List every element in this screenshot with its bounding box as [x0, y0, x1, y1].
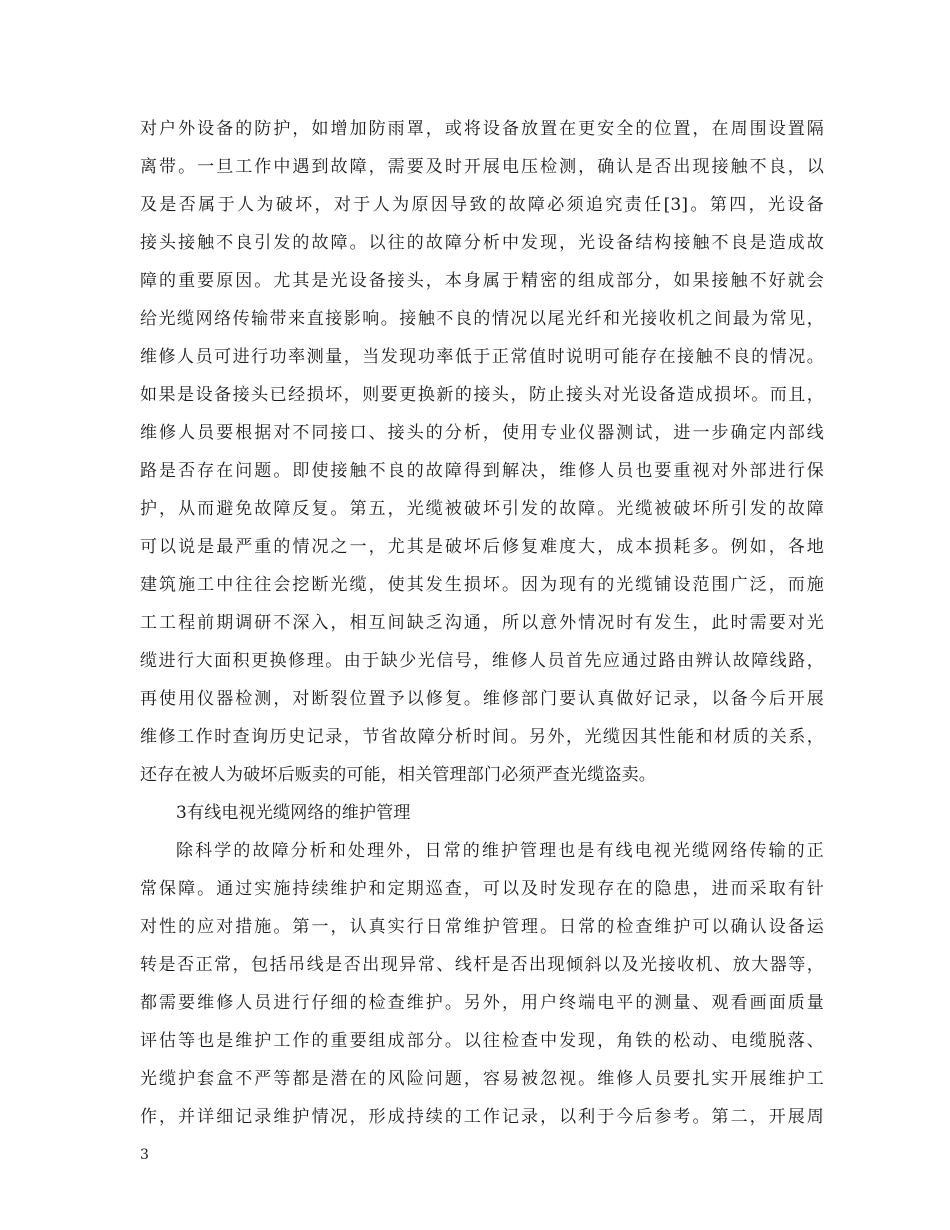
text-line: 缆进行大面积更换修理。由于缺少光信号，维修人员首先应通过路由辨认故障线路， — [140, 651, 824, 671]
text-line: 转是否正常，包括吊线是否出现异常、线杆是否出现倾斜以及光接收机、放大器等， — [140, 955, 824, 975]
text-line: 维修工作时查询历史记录，节省故障分析时间。另外，光缆因其性能和材质的关系， — [140, 727, 824, 747]
text-line: 再使用仪器检测，对断裂位置予以修复。维修部门要认真做好记录，以备今后开展 — [140, 689, 824, 709]
page-number: 3 — [140, 1147, 149, 1163]
text-line: 接头接触不良引发的故障。以往的故障分析中发现，光设备结构接触不良是造成故 — [140, 233, 824, 253]
text-line: 对性的应对措施。第一，认真实行日常维护管理。日常的检查维护可以确认设备运 — [140, 917, 824, 937]
text-line: 及是否属于人为破坏，对于人为原因导致的故障必须追究责任[3]。第四，光设备 — [140, 195, 824, 215]
text-line: 给光缆网络传输带来直接影响。接触不良的情况以尾光纤和光接收机之间最为常见， — [140, 309, 824, 329]
text-line: 光缆护套盒不严等都是潜在的风险问题，容易被忽视。维修人员要扎实开展维护工 — [140, 1069, 824, 1089]
text-line: 工工程前期调研不深入，相互间缺乏沟通，所以意外情况时有发生，此时需要对光 — [140, 613, 824, 633]
text-line: 都需要维修人员进行仔细的检查维护。另外，用户终端电平的测量、观看画面质量 — [140, 993, 824, 1013]
section-heading: 3有线电视光缆网络的维护管理 — [176, 803, 411, 823]
text-line: 对户外设备的防护，如增加防雨罩，或将设备放置在更安全的位置，在周围设置隔 — [140, 119, 824, 139]
text-line: 离带。一旦工作中遇到故障，需要及时开展电压检测，确认是否出现接触不良，以 — [140, 157, 824, 177]
text-line: 作，并详细记录维护情况，形成持续的工作记录，以利于今后参考。第二，开展周 — [140, 1107, 824, 1127]
text-line: 常保障。通过实施持续维护和定期巡查，可以及时发现存在的隐患，进而采取有针 — [140, 879, 824, 899]
text-line: 建筑施工中往往会挖断光缆，使其发生损坏。因为现有的光缆铺设范围广泛，而施 — [140, 575, 824, 595]
text-line: 路是否存在问题。即使接触不良的故障得到解决，维修人员也要重视对外部进行保 — [140, 461, 824, 481]
text-line: 评估等也是维护工作的重要组成部分。以往检查中发现，角铁的松动、电缆脱落、 — [140, 1031, 824, 1051]
text-line: 维修人员要根据对不同接口、接头的分析，使用专业仪器测试，进一步确定内部线 — [140, 423, 824, 443]
paragraph-fault-analysis — [140, 110, 824, 794]
page-body — [140, 110, 824, 1136]
text-line: 如果是设备接头已经损坏，则要更换新的接头，防止接头对光设备造成损坏。而且， — [140, 385, 824, 405]
text-line: 除科学的故障分析和处理外，日常的维护管理也是有线电视光缆网络传输的正 — [176, 841, 824, 861]
text-line: 还存在被人为破坏后贩卖的可能，相关管理部门必须严查光缆盗卖。 — [140, 765, 656, 785]
text-line: 可以说是最严重的情况之一，尤其是破坏后修复难度大，成本损耗多。例如，各地 — [140, 537, 824, 557]
paragraph-maintenance — [140, 832, 824, 1136]
text-line: 障的重要原因。尤其是光设备接头，本身属于精密的组成部分，如果接触不好就会 — [140, 271, 824, 291]
text-line: 维修人员可进行功率测量，当发现功率低于正常值时说明可能存在接触不良的情况。 — [140, 347, 824, 367]
text-line: 护，从而避免故障反复。第五，光缆被破坏引发的故障。光缆被破坏所引发的故障 — [140, 499, 824, 519]
